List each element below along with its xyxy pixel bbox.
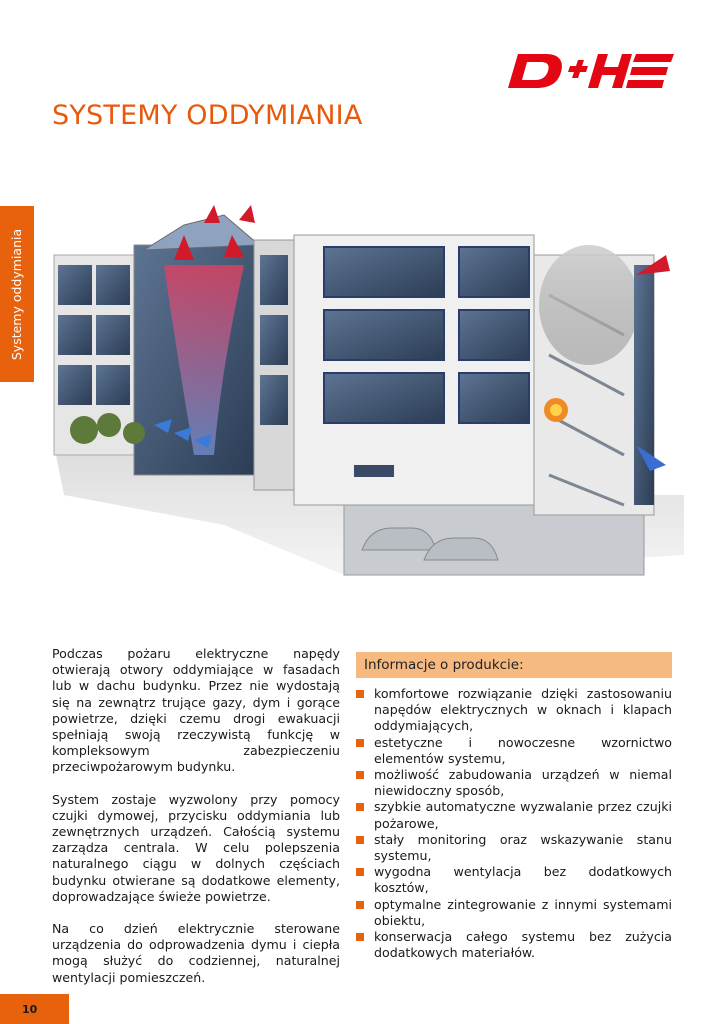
list-item-text: możliwość zabudowania urządzeń w niemal niewidoczny sposób, [374,767,672,799]
list-item [356,735,672,767]
side-tab [0,206,34,382]
product-info-title: Informacje o produkcie: [356,652,672,678]
square-bullet-icon [356,868,364,876]
page-number-box [0,994,69,1024]
square-bullet-icon [356,739,364,747]
body-text [52,646,340,1002]
square-bullet-icon [356,836,364,844]
paragraph-3: Na co dzień elektrycznie sterowane urządzenia do odprowadzenia dymu i ciepła mogą służyć do codziennej, naturalnej wentylacji pomieszczeń. [52,921,340,985]
list-item-text: estetyczne i nowoczesne wzornictwo elementów systemu, [374,734,672,766]
page-title: SYSTEMY ODDYMIANIA [52,100,363,131]
list-item [356,686,672,735]
tree [70,416,98,444]
dh-logo [508,52,674,90]
list-item-text: optymalne zintegrowanie z innymi systemami obiektu, [374,896,672,928]
building-illustration [44,195,684,595]
smoke-cloud [539,245,639,365]
list-item-text: komfortowe rozwiązanie dzięki zastosowaniu napędów elektrycznych w oknach i klapach oddymiających, [374,686,672,734]
page-number: 10 [22,1003,38,1016]
square-bullet-icon [356,901,364,909]
square-bullet-icon [356,690,364,698]
list-item-text: stały monitoring oraz wskazywanie stanu systemu, [374,831,672,864]
product-info-box [356,652,672,961]
list-item-text: konserwacja całego systemu bez zużycia dodatkowych materiałów. [374,929,672,961]
list-item [356,864,672,896]
product-info-list [356,686,672,961]
paragraph-2: System zostaje wyzwolony przy pomocy czujki dymowej, przycisku oddymiania lub zewnętrznych urządzeń. Całością systemu zarządza centrala. W celu polepszenia naturalnego ciągu w dolnych częściach budynku otwierane są dodatkowe elementy, doprowadzające świeże powietrze. [52,791,340,904]
square-bullet-icon [356,803,364,811]
list-item [356,832,672,864]
list-item [356,929,672,961]
list-item-text: szybkie automatyczne wyzwalanie przez czujki pożarowe, [374,799,672,831]
paragraph-1: Podczas pożaru elektryczne napędy otwierają otwory oddymiające w fasadach lub w dachu budynku. Przez nie wydostają się na zewnątrz trujące gazy, dym i gorące powietrze, dzięki czemu drogi ewakuacji spełniają swoją rzeczywistą funkcję w kompleksowym zabezpieczeniu przeciwpożarowym budynku. [52,646,340,775]
list-item [356,799,672,831]
list-item-text: wygodna wentylacja bez dodatkowych kosztów, [374,864,672,896]
square-bullet-icon [356,771,364,779]
side-tab-label: Systemy oddymiania [9,228,25,360]
list-item [356,897,672,929]
list-item [356,767,672,799]
square-bullet-icon [356,933,364,941]
